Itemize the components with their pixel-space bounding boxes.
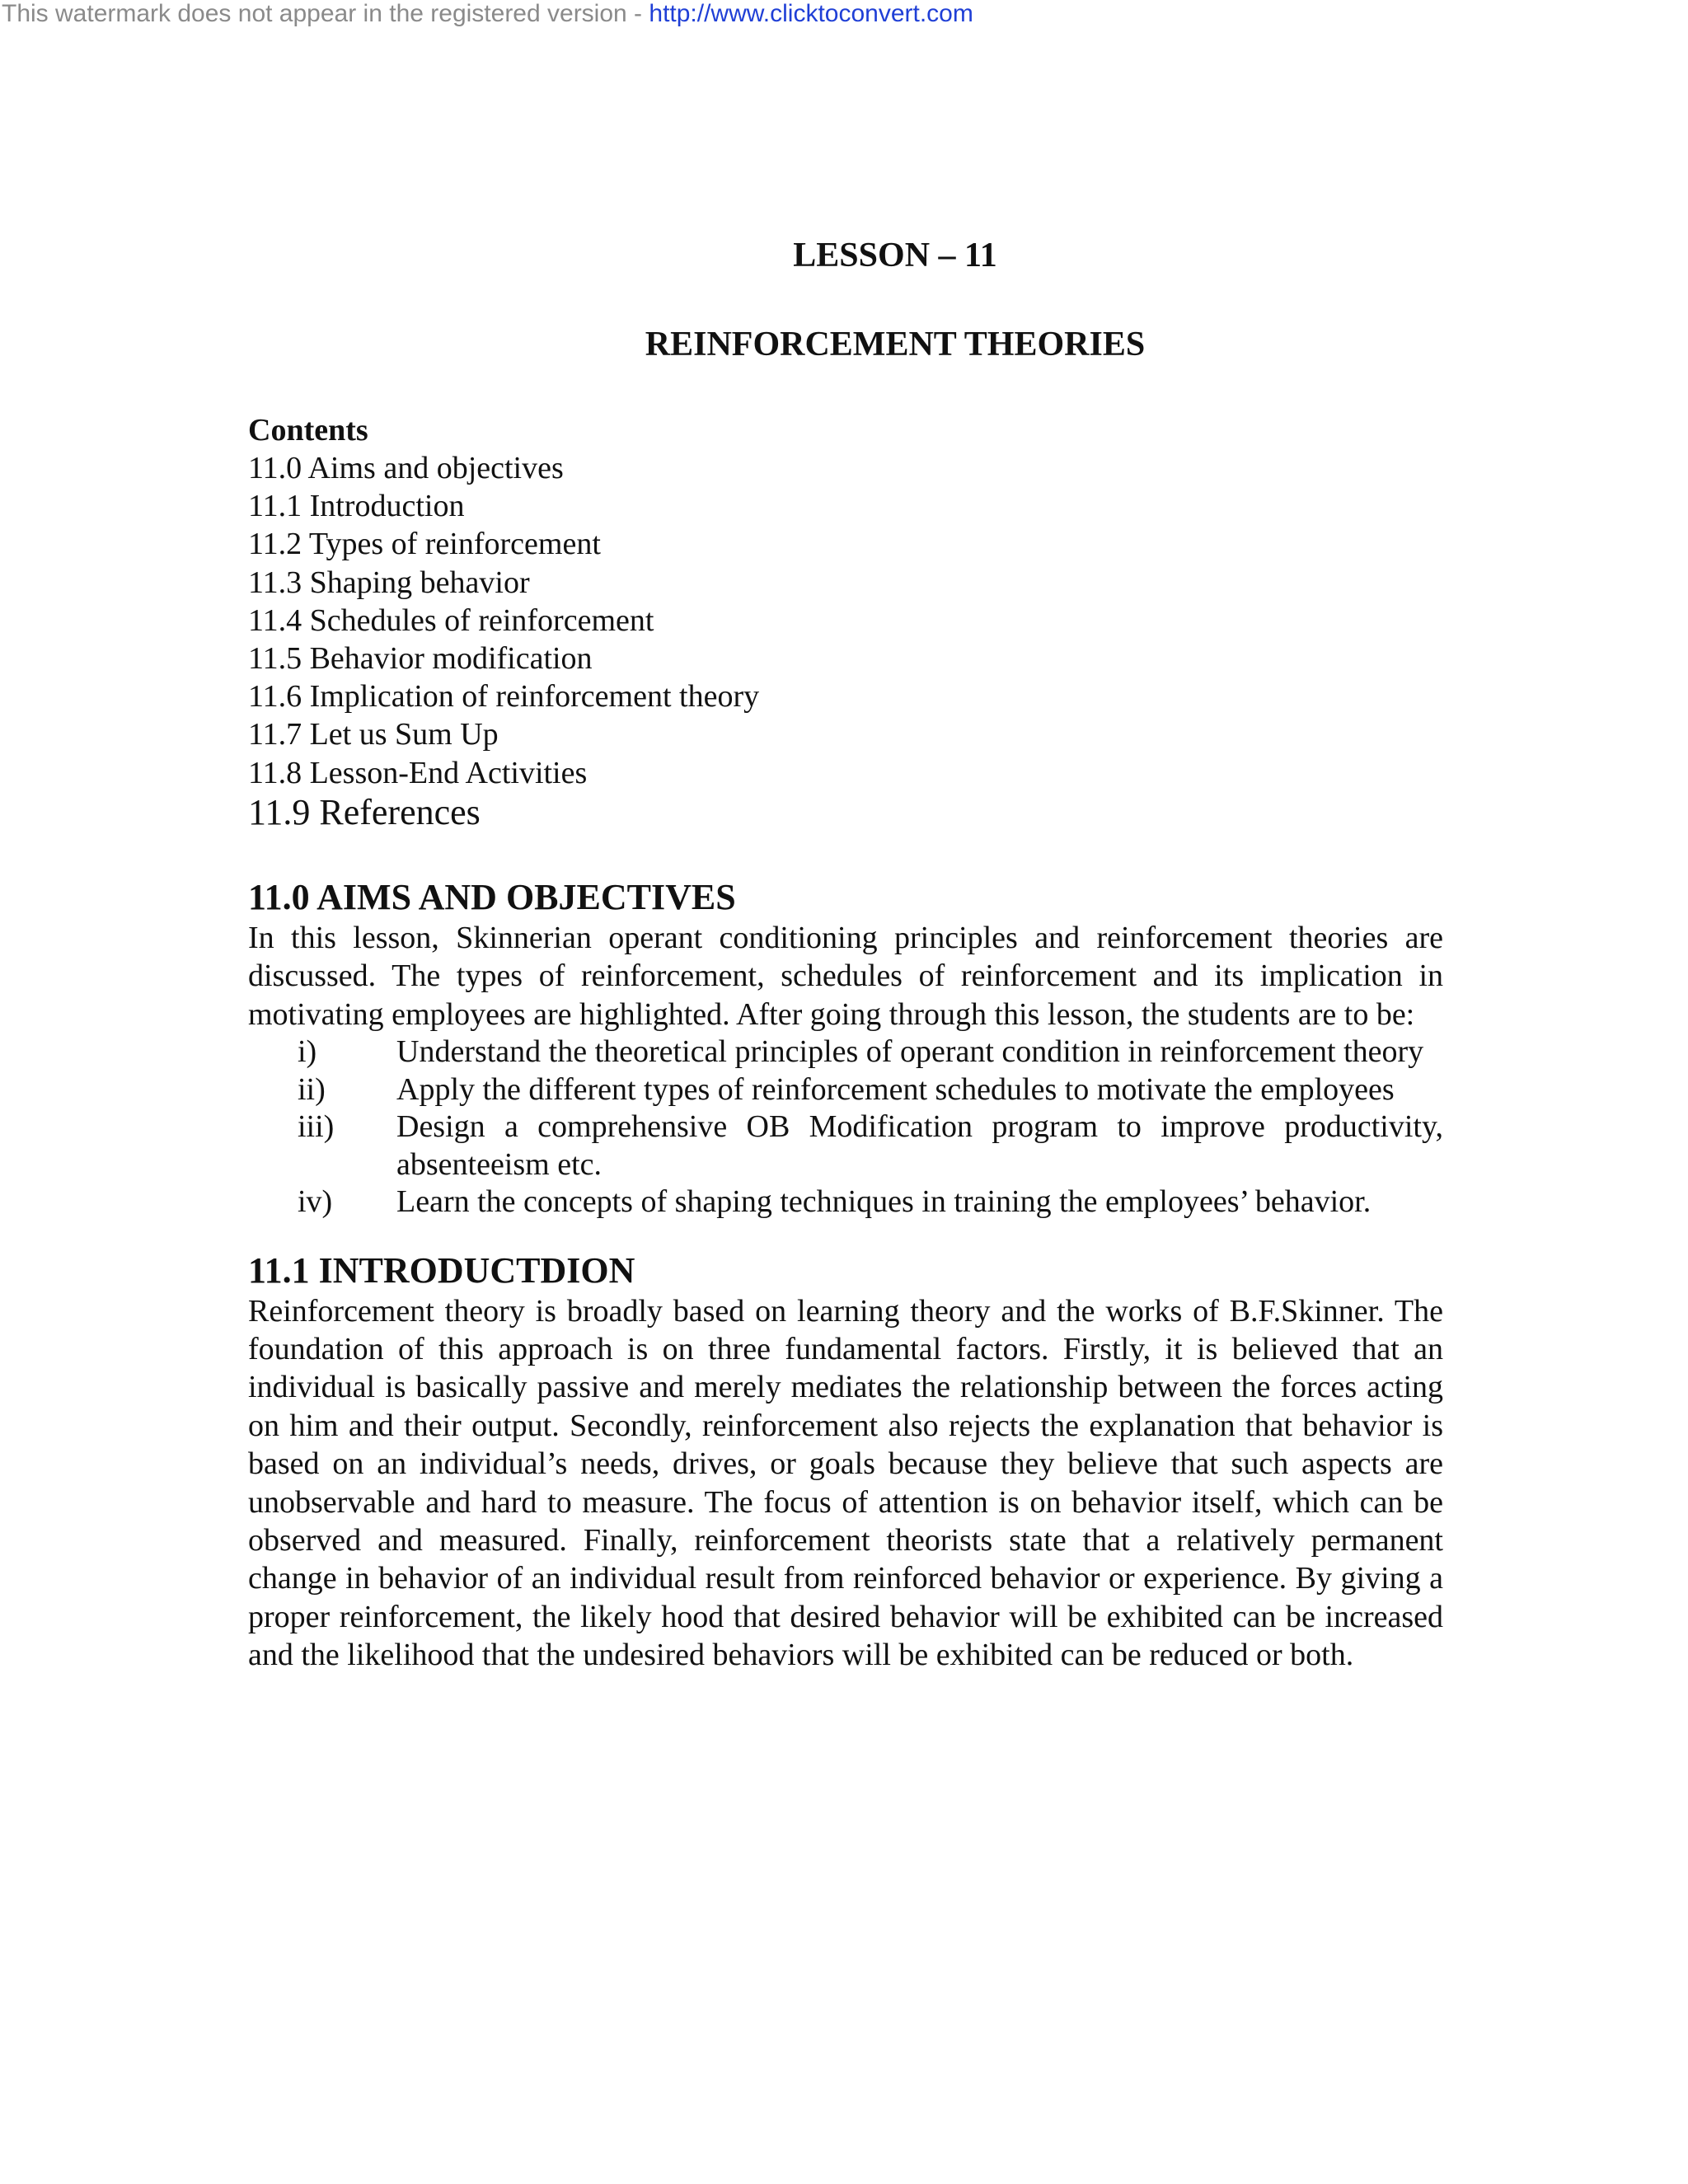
objective-number: i) bbox=[298, 1034, 317, 1070]
watermark-text: This watermark does not appear in the registered version - bbox=[2, 0, 649, 27]
contents-heading: Contents bbox=[248, 413, 368, 448]
contents-item: 11.5 Behavior modification bbox=[248, 641, 593, 677]
table-of-contents bbox=[248, 411, 1443, 833]
objectives-list bbox=[248, 1033, 1443, 1221]
objective-text: Understand the theoretical principles of operant condition in reinforcement theory bbox=[396, 1034, 1424, 1070]
aims-paragraph: In this lesson, Skinnerian operant conditioning principles and reinforcement theories are discussed. The types of reinforcement, schedules of reinforcement and its implication in motivating employees are highlighted. After going through this lesson, the students are to be: bbox=[248, 920, 1443, 1032]
objective-text: Learn the concepts of shaping techniques in training the employees’ behavior. bbox=[396, 1184, 1372, 1220]
objective-number: ii) bbox=[298, 1071, 326, 1107]
contents-item: 11.6 Implication of reinforcement theory bbox=[248, 679, 760, 715]
contents-item: 11.0 Aims and objectives bbox=[248, 451, 564, 485]
contents-item: 11.8 Lesson-End Activities bbox=[248, 755, 588, 790]
section-heading-introduction: 11.1 INTRODUCTDION bbox=[248, 1249, 635, 1291]
objective-text: Apply the different types of reinforcement schedules to motivate the employees bbox=[396, 1071, 1395, 1107]
objective-item bbox=[248, 1108, 1443, 1183]
watermark-link[interactable]: http://www.clicktoconvert.com bbox=[649, 0, 973, 27]
contents-item: 11.7 Let us Sum Up bbox=[248, 717, 499, 752]
introduction-paragraph: Reinforcement theory is broadly based on learning theory and the works of B.F.Skinner. The foundation of this approach is on three fundamental factors. Firstly, it is believed that an individual is basically passive and merely mediates the relationship between the forces acting on him and their output. Secondly, reinforcement also rejects the explanation that behavior is based on an individual’s needs, drives, or goals because they believe that such aspects are unobservable and hard to measure. The focus of attention is on behavior itself, which can be observed and measured. Finally, reinforcement theorists state that a relatively permanent change in behavior of an individual result from reinforced behavior or experience. By giving a proper reinforcement, the likely hood that desired behavior will be exhibited can be increased and the likelihood that the undesired behaviors will be exhibited can be reduced or both. bbox=[248, 1293, 1443, 1673]
contents-item: 11.3 Shaping behavior bbox=[248, 565, 530, 600]
lesson-subtitle: REINFORCEMENT THEORIES bbox=[645, 326, 1146, 363]
objective-number: iii) bbox=[298, 1109, 335, 1145]
objective-number: iv) bbox=[298, 1184, 333, 1220]
lesson-title: LESSON – 11 bbox=[793, 237, 997, 274]
objective-text: Design a comprehensive OB Modification program to improve productivity, absenteeism etc. bbox=[396, 1109, 1443, 1182]
contents-item: 11.4 Schedules of reinforcement bbox=[248, 602, 654, 638]
contents-item: 11.9 References bbox=[248, 791, 481, 832]
objective-item bbox=[248, 1183, 1443, 1221]
objective-item bbox=[248, 1071, 1443, 1109]
watermark-banner bbox=[2, 0, 973, 28]
section-heading-aims: 11.0 AIMS AND OBJECTIVES bbox=[248, 876, 736, 917]
contents-item: 11.1 Introduction bbox=[248, 489, 465, 524]
contents-item: 11.2 Types of reinforcement bbox=[248, 527, 601, 562]
document-page bbox=[248, 235, 1443, 1675]
objective-item bbox=[248, 1033, 1443, 1071]
